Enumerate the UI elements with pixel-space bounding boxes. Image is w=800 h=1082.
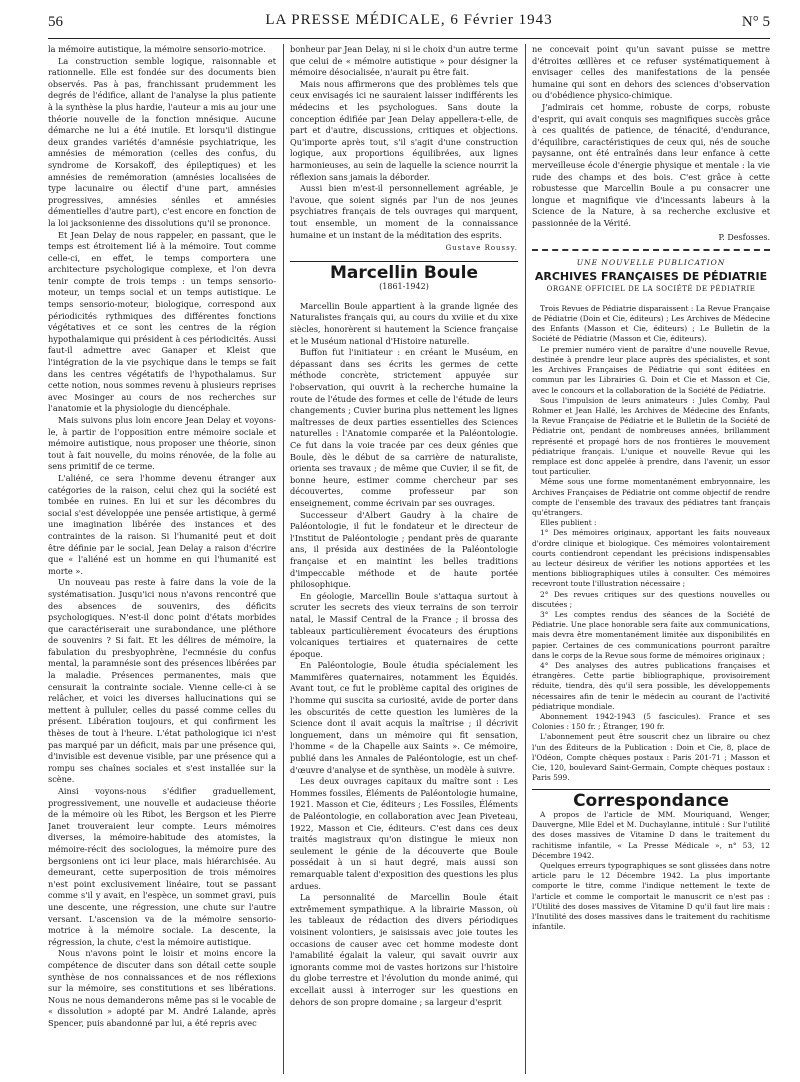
paragraph: Même sous une forme momentanément embryonnaire, les Archives Françaises de Pédiatrie ont comme objectif de rendre compte de l'ensemble des travaux des pédiatres tant français qu'étrangers.	[532, 477, 770, 517]
column-1	[48, 44, 276, 1074]
paragraph: Buffon fut l'initiateur : en créant le Muséum, en dépassant dans ses écrits les germes de cette méthode concrète, strictement appuyée sur l'observation, qui ouvrit à la recherche humaine la route de l'étude des formes et celle de l'étude de leurs changements ; Cuvier burina plus nettement les lignes maîtresses de deux parties essentielles des Sciences naturelles : l'Anatomie comparée et la Paléontologie. Ce fut dans la voie tracée par ces deux génies que Boule, dès le début de sa carrière de naturaliste, orienta ses travaux ; de même que Cuvier, il se fit, de bonne heure, estimer comme chercheur par ses découvertes, comme professeur par son enseignement, comme écrivain par ses ouvrages.	[290, 347, 518, 508]
paragraph: En géologie, Marcellin Boule s'attaqua surtout à scruter les secrets des vieux terrains de son terroir natal, le Massif Central de la France ; il brossa des tableaux particulièrement évocateurs des éruptions volcaniques tertiaires et quaternaires de cette époque.	[290, 590, 518, 659]
paragraph: Mais nous affirmerons que des problèmes tels que ceux envisagés ici ne sauraient laisser indifférents les médecins et les psychologues. Sans doute la conception édifiée par Jean Delay appellera-t-elle, de part et d'autre, discussions, critiques et objections. Qu'importe après tout, s'il s'agit d'une construction logique, aux proportions équilibrées, aux lignes harmonieuses, au sein de laquelle la science nourrit la réflexion sans jamais la déborder.	[290, 78, 518, 182]
paragraph: J'admirais cet homme, robuste de corps, robuste d'esprit, qui avait conquis ses magnifiques succès grâce à ces qualités de patience, de ténacité, d'endurance, d'équilibre, caractéristiques de ceux qui, nés de souche paysanne, ont été entraînés dans leur enfance à cette merveilleuse école d'énergie physique et mentale : la vie rude des champs et des bois. C'est grâce à cette robustesse que Marcellin Boule a pu consacrer une longue et magnifique vie d'incessants labeurs à la Science de la Nature, à sa recherche exclusive et passionnée de la Vérité.	[532, 101, 770, 228]
paragraph: L'abonnement peut être souscrit chez un libraire ou chez l'un des Éditeurs de la Publication : Doin et Cie, 8, place de l'Odéon, Compte chèques postaux : Paris 201-71 ; Masson et Cie, 120, boulevard Saint-Germain, Compte chèques postaux : Paris 599.	[532, 732, 770, 783]
column-2	[290, 44, 518, 1074]
column-3	[532, 44, 770, 1074]
column-divider	[525, 44, 526, 1074]
paragraph: Quelques erreurs typographiques se sont glissées dans notre article paru le 12 Décembre 1942. La plus importante comporte le titre, comme l'indique nettement le texte de l'article et comme le comportait le manuscrit ce n'est pas : l'Utilité des doses massives de Vitamine D qu'il faut lire mais : l'Inutilité des doses massives dans le traitement du rachitisme infantile.	[532, 861, 770, 932]
announcement-title: ARCHIVES FRANÇAISES DE PÉDIATRIE	[534, 269, 768, 283]
paragraph: Trois Revues de Pédiatrie disparaissent : La Revue Française de Pédiatrie (Doin et Cie, éditeurs) ; Les Archives de Médecine des Enfants (Masson et Cie, éditeurs) ; Le Bulletin de la Société de Pédiatrie (Masson et Cie, éditeurs).	[532, 303, 770, 344]
paragraph: Sous l'impulsion de leurs animateurs : Jules Comby, Paul Rohmer et Jean Hallé, les Archives de Médecine des Enfants, la Revue Française de Pédiatrie et le Bulletin de la Société de Pédiatrie ont, pendant de nombreuses années, brillamment représenté et propagé hors de nos frontières le mouvement pédiatrique français. L'unique et nouvelle Revue qui les remplace est donc appelée à prendre, dans l'avenir, un essor tout particulier.	[532, 395, 770, 477]
paragraph: ne concevait point qu'un savant puisse se mettre d'étroites œillères et ce refuser systématiquement à envisager celles des manifestations de la pensée humaine qui sont en dehors des sciences d'observation ou d'obédience physico-chimique.	[532, 44, 770, 101]
article-dates: (1861-1942)	[379, 282, 429, 292]
page-header	[48, 12, 770, 38]
announcement-kicker: UNE NOUVELLE PUBLICATION	[576, 258, 726, 268]
paragraph: Aussi bien m'est-il personnellement agréable, je l'avoue, que soient signés par l'un de nos jeunes psychiatres français de tels ouvrages qui marquent, tout ensemble, un moment de la connaissance humaine et un instant de la méditation des esprits.	[290, 183, 518, 240]
paragraph: Et Jean Delay de nous rappeler, en passant, que le temps est étroitement lié à la mémoire. Tout comme celle-ci, en effet, le temps comportera une architecture psychologique complexe, et l'on devra tenir compte de trois temps : un temps sensorio-moteur, un temps social et un temps autistique. Le temps sensorio-moteur, biologique, correspond aux périodicités rythmiques des différentes fonctions végétatives et ce sont les centres de la région hypothalamique qui président à ces périodicités. Aussi faut-il admettre avec Ganaper et Kleist que l'intégration de la vie psychique dans le temps se fait dans les centres végétatifs de l'hypothalamus. Sur cette notion, nous sommes revenu à plusieurs reprises avec Mosinger au cours de nos recherches sur l'anatomie et la physiologie du diencéphale.	[48, 229, 276, 414]
correspondance-body	[532, 810, 770, 932]
section-rule	[532, 789, 770, 790]
paragraph: Ainsi voyons-nous s'édifier graduellement, progressivement, une nouvelle et audacieuse théorie de la mémoire où les Ribot, les Bergson et les Pierre Janet trouveraient leur compte. Leurs mémoires diverses, la mémoire-habitude des atomistes, la mémoire-récit des sociologues, la mémoire pure des bergsoniens ont ici leur place, mais hiérarchisée. Au demeurant, cette superposition de trois mémoires n'est point exclusivement linéaire, tout se passant comme s'il y avait, en l'espèce, un sommet gravi, puis une descente, une régression, une chute sur l'autre versant. L'ascension va de la mémoire sensorio-motrice à la mémoire sociale. La descente, la régression, la chute, c'est la mémoire autistique.	[48, 786, 276, 947]
paragraph: Elles publient :	[540, 518, 597, 528]
paragraph: Les deux ouvrages capitaux du maître sont : Les Hommes fossiles, Éléments de Paléontologie humaine, 1921. Masson et Cie, éditeurs ; Les Fossiles, Éléments de Paléontologie, en collaboration avec Jean Piveteau, 1922, Masson et Cie, éditeurs. C'est dans ces deux traités magistraux qu'on distingue le mieux non seulement le génie de la découverte que Boule possédait à un si haut degré, mais aussi son remarquable talent d'exposition des questions les plus ardues.	[290, 776, 518, 891]
paragraph: Marcellin Boule appartient à la grande lignée des Naturalistes français qui, au cours du xviiie et du xixe siècles, honorèrent si hautement la Science française et le Muséum national d'Histoire naturelle.	[290, 300, 518, 346]
paragraph: Mais suivons plus loin encore Jean Delay et voyons-le, à partir de l'opposition entre mémoire sociale et mémoire autistique, nous proposer une théorie, sinon tout à fait nouvelle, du moins rénovée, de la folie au sens primitif de ce terme.	[48, 415, 276, 472]
paragraph: A propos de l'article de MM. Mouriquand, Wenger, Dauvergne, Mlle Edel et M. Duchaylanne, intitulé : Sur l'utilité des doses massives de Vitamine D dans le traitement du rachitisme infantile, « La Presse Médicale », n° 53, 12 Décembre 1942.	[532, 810, 770, 860]
paragraph: Abonnement 1942-1943 (5 fascicules). France et ses Colonies : 150 fr. ; Étranger, 190 fr.	[532, 712, 770, 732]
paragraph: La personnalité de Marcellin Boule était extrêmement sympathique. A la librairie Masson, où les tableaux de rédaction des divers périodiques voisinent volontiers, je saisissais avec joie toutes les occasions de causer avec cet homme modeste dont l'amabilité égalait la valeur, qui savait ouvrir aux ignorants comme moi de vastes horizons sur l'histoire du globe terrestre et l'évolution du monde animé, qui excellait aussi à interroger sur les questions en dehors de son propre domaine ; sa largeur d'esprit	[290, 892, 518, 1007]
paragraph: bonheur par Jean Delay, ni si le choix d'un autre terme que celui de « mémoire autistique » pour désigner la mémoire désocialisée, n'aurait pu être fait.	[290, 44, 518, 78]
paragraph: Un nouveau pas reste à faire dans la voie de la systématisation. Jusqu'ici nous n'avons rencontré que des absences de souvenirs, des déficits psychologiques. N'est-il donc point d'états morbides que caractériserait une surabondance, une pléthore de souvenirs ? Si fait. Et les délires de mémoire, la fabulation du presbyophrène, l'ecmnésie du confus mental, la paramnésie sont des présences libérées par la maladie. Présences permanentes, mais que censurait la contrainte sociale. Vienne celle-ci à se relâcher, et voici les diverses hallucinations qui se mettent à pulluler, celles du passé comme celles du présent. Libération toujours, et qui confirment les thèses de tout à l'heure. L'état pathologique ici n'est pas marqué par un déficit, mais par une présence qui, d'invisible est devenue visible, par une présence qui a rompu ses chaînes sociales et s'est installée sur la scène.	[48, 577, 276, 785]
article-title: Marcellin Boule	[330, 262, 478, 283]
paragraph: la mémoire autistique, la mémoire sensorio-motrice.	[48, 44, 266, 54]
paragraph: 1° Des mémoires originaux, apportant les faits nouveaux d'ordre clinique et biologique. Ces mémoires volontairement courts contiendront cependant les précisions indispensables au lecteur désireux de vérifier les notions apportées et les mentions bibliographiques utiles à consulter. Ces mémoires recevront toute l'illustration nécessaire ;	[532, 528, 770, 589]
paragraph: 2° Des revues critiques sur des questions nouvelles ou discutées ;	[532, 589, 770, 609]
announcement-body	[532, 304, 770, 784]
section-rule	[290, 261, 518, 262]
paragraph: L'aliéné, ce sera l'homme devenu étranger aux catégories de la raison, celui chez qui la société est tombée en ruines. En lui et sur les décombres du social s'est développée une pensée artistique, à germé une imagination libérée des instances et des contraintes de la raison. Si l'humanité peut et doit être définie par le social, Jean Delay a raison d'écrire que « l'aliéné est un homme en qui l'humanité est morte ».	[48, 472, 276, 576]
section-title: Correspondance	[573, 791, 729, 812]
paragraph: 3° Les comptes rendus des séances de la Société de Pédiatrie. Une place honorable sera faite aux communications, mais devra être momentanément limitée aux disponibilités en papier. Certaines de ces communications pourront paraître dans le corps de la Revue sous forme de mémoires originaux ;	[532, 609, 770, 660]
issue-number: N° 5	[741, 14, 770, 30]
journal-title: LA PRESSE MÉDICALE, 6 Février 1943	[265, 12, 553, 28]
announcement-subtitle: ORGANE OFFICIEL DE LA SOCIÉTÉ DE PÉDIATRIE	[546, 285, 756, 294]
paragraph: 4° Des analyses des autres publications françaises et étrangères. Cette partie bibliographique, provisoirement réduite, tiendra, dès qu'il sera possible, les développements nécessaires afin de tenir le médecin au courant de l'activité pédiatrique mondiale.	[532, 660, 770, 711]
section-rule	[532, 249, 770, 251]
paragraph: Le premier numéro vient de paraître d'une nouvelle Revue, destinée à prendre leur place auprès des spécialistes, et sont les Archives Françaises de Pédiatrie qui sont éditées en commun par les Librairies G. Doin et Cie et Masson et Cie, avec le concours et la collaboration de la Société de Pédiatrie.	[532, 344, 770, 395]
column-divider	[283, 44, 284, 1074]
signature: P. Desfosses.	[718, 232, 770, 242]
paragraph: Successeur d'Albert Gaudry à la chaire de Paléontologie, il fut le fondateur et le directeur de l'Institut de Paléontologie ; pendant près de quarante ans, il présida aux destinées de la Paléontologie française et en maintint les belles traditions d'impeccable méthode et de haute portée philosophique.	[290, 509, 518, 590]
paragraph: La construction semble logique, raisonnable et rationnelle. Elle est fondée sur des documents bien observés. Pas à pas, franchissant prudemment les degrés de l'édifice, allant de l'analyse la plus patiente à la synthèse la plus hardie, l'auteur a mis au jour une théorie nouvelle de la fonction mnésique. Aucune démarche ne lui a été inutile. Et lorsqu'il distingue deux grandes variétés d'amnésie psychiatrique, les amnésies de mémoration (celles des confus, du syndrome de Korsakoff, des épileptiques) et les amnésies de remémoration (amnésies localisées de type lacunaire ou électif d'une part, amnésies progressives, amnésies séniles et amnésies démentielles d'autre part), c'est encore en fonction de la loi jacksonienne des dissolutions qu'il se prononce.	[48, 55, 276, 228]
header-rule	[48, 38, 770, 39]
paragraph: En Paléontologie, Boule étudia spécialement les Mammifères quaternaires, notamment les Équidés. Avant tout, ce fut le problème capital des origines de l'homme qui suscita sa curiosité, avide de porter dans les obscurités de cette question les lumières de la Science dont il avait acquis la maîtrise ; il décrivit longuement, dans un mémoire qui fit sensation, l'homme « de la Chapelle aux Saints ». Ce mémoire, publié dans les Annales de Paléontologie, est un chef-d'œuvre d'analyse et de synthèse, un modèle à suivre.	[290, 660, 518, 775]
page-number: 56	[48, 14, 63, 30]
signature: Gustave Roussy.	[445, 244, 518, 253]
paragraph: Nous n'avons point le loisir et moins encore la compétence de discuter dans son détail cette souple synthèse de nos connaissances et de nos réflexions sur la mémoire, ses constitutions et ses libérations. Nous ne nous demanderons même pas si le vocable de « dissolution » adopté par M. André Lalande, après Spencer, puis abandonné par lui, a été repris avec	[48, 948, 276, 1028]
